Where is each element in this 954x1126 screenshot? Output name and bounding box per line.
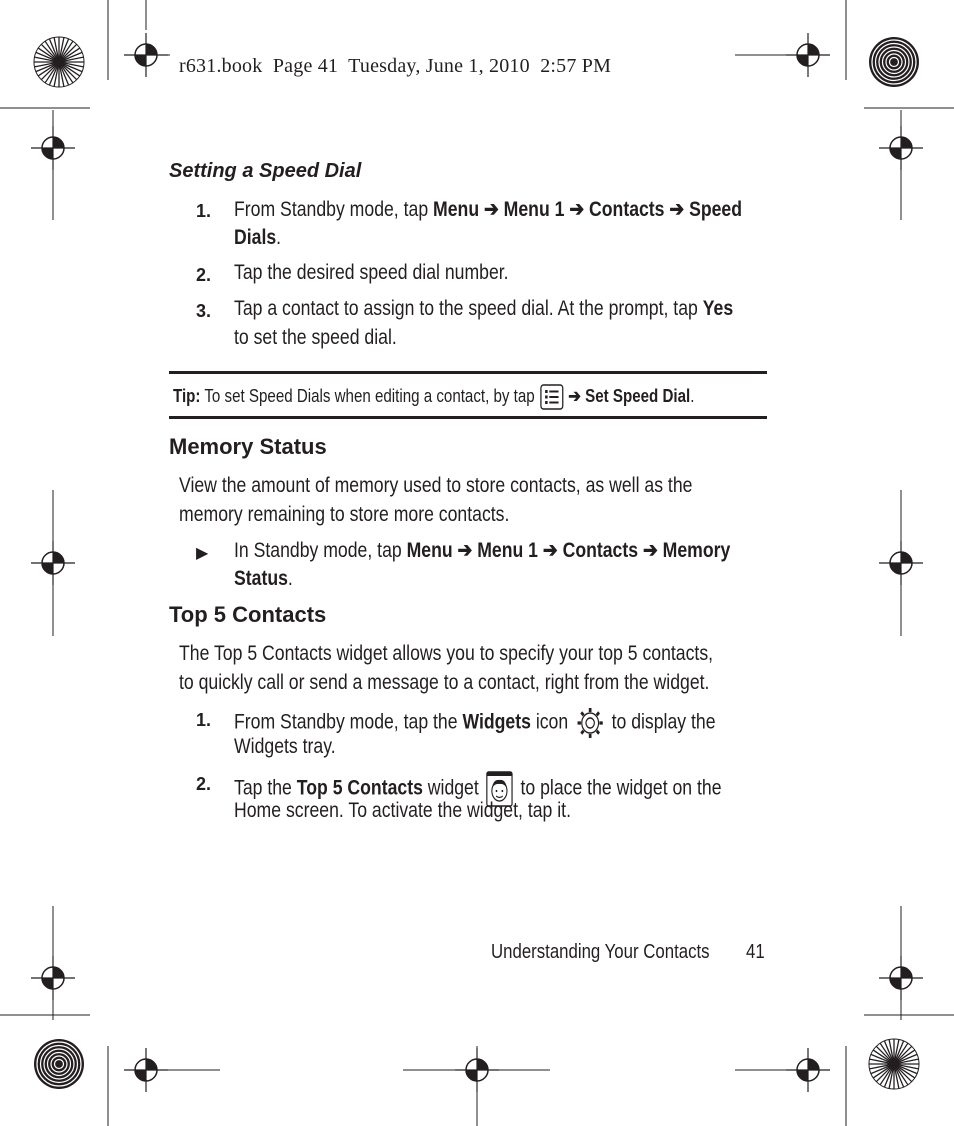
section-title-top5: Top 5 Contacts: [169, 602, 327, 627]
menu-path: Menu ➔ Menu 1 ➔ Contacts ➔ Memory: [406, 539, 731, 562]
footer-section-name: Understanding Your Contacts: [491, 941, 710, 963]
page-number: 41: [746, 941, 765, 963]
bullet-arrow-icon: ▶: [196, 545, 209, 562]
step-number: 1.: [196, 201, 212, 221]
paragraph: memory remaining to store more contacts.: [179, 503, 510, 526]
tip-label: Tip:: [173, 385, 201, 406]
step-text: From Standby mode, tap the Widgets icon to display the: [234, 706, 716, 740]
step-number: 2.: [196, 265, 212, 285]
section-title-memory-status: Memory Status: [169, 434, 327, 459]
step-number: 3.: [196, 301, 212, 321]
step-text-cont: Status.: [234, 567, 293, 590]
widgets-gear-icon: [573, 706, 607, 740]
paragraph: View the amount of memory used to store contacts, as well as the: [179, 474, 693, 497]
step-text: Tap the desired speed dial number.: [234, 261, 509, 284]
step-text: Tap the Top 5 Contacts widget to place the widget on the: [234, 770, 722, 808]
options-menu-icon: [539, 384, 564, 410]
step-text-cont: Home screen. To activate the widget, tap it.: [234, 799, 571, 822]
step-text-cont: Widgets tray.: [234, 735, 336, 758]
print-header: r631.book Page 41 Tuesday, June 1, 2010 2:57 PM: [179, 55, 612, 77]
tip-text: Tip: To set Speed Dials when editing a contact, by tap ➔ Set Speed Dial.: [173, 384, 694, 410]
tip-action: Set Speed Dial: [585, 385, 691, 406]
step-text: From Standby mode, tap Menu ➔ Menu 1 ➔ Contacts ➔ Speed: [234, 198, 743, 221]
step-number: 1.: [196, 710, 212, 730]
step-text-cont: to set the speed dial.: [234, 326, 397, 349]
paragraph: to quickly call or send a message to a contact, right from the widget.: [179, 671, 710, 694]
step-text: Tap a contact to assign to the speed dial. At the prompt, tap Yes: [234, 297, 734, 320]
step-text-cont: Dials.: [234, 226, 282, 249]
tip-box: [169, 371, 767, 419]
step-text: In Standby mode, tap Menu ➔ Menu 1 ➔ Contacts ➔ Memory: [234, 539, 731, 562]
paragraph: The Top 5 Contacts widget allows you to specify your top 5 contacts,: [179, 642, 714, 665]
menu-path: Menu ➔ Menu 1 ➔ Contacts ➔ Speed: [433, 198, 743, 221]
section-title-speed-dial: Setting a Speed Dial: [169, 160, 362, 182]
step-number: 2.: [196, 774, 212, 794]
